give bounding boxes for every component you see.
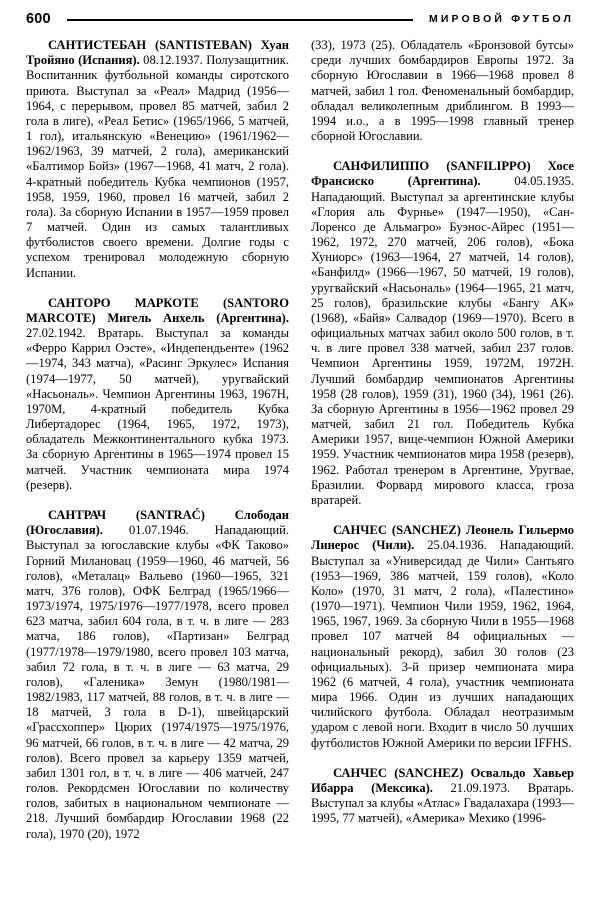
page-number: 600 xyxy=(26,10,51,27)
entry-headword: САНЧЕС (SANCHEZ) Освальдо Хавьер Ибарра (Мексика). xyxy=(311,765,574,795)
entry-headword: САНТИСТЕБАН (SANTISTEBAN) Хуан Тройяно (Испания). xyxy=(26,38,289,68)
entry-headword: САНФИЛИППО (SANFILIPPO) Хосе Франсиско (Аргентина). xyxy=(311,159,574,189)
body-columns xyxy=(26,38,574,894)
entry-body: 04.05.1935. Нападающий. Выступал за аргентинские клубы «Глория аль Фурнье» (1947—1950), «Сан-Лоренсо де Альмагро» Буэнос-Айрес (1951—1962, 1972, 270 матчей, 206 голов), «Бока Хуниорс» (1963—1964, 27 матчей, 14 голов), «Банфилд» (1966—1967, 50 матчей, 19 голов), уругвайский «Насьональ» (1964—1965, 21 матч, 25 голов), бразильские клубы «Бангу АК» (1968), «Байя» Салвадор (1969—1970). Всего в официальных матчах забил около 500 голов, в т. ч. в лиге провел 338 матчей, забил 237 голов. Чемпион Аргентины 1959, 1972М, 1972Н. Лучший бомбардир чемпионатов Аргентины 1958 (28 голов), 1959 (31), 1960 (34), 1961 (26). За сборную Аргентины в 1956—1962 провел 29 матчей, забил 21 гол. Победитель Кубка Америки 1957, вице-чемпион Южной Америки 1959. Участник чемпионатов мира 1958 (резерв), 1962. Работал тренером в Аргентине, Уругвае, Бразилии. Форвард мирового класса, гроза вратарей. xyxy=(311,174,574,507)
entry-body: 27.02.1942. Вратарь. Выступал за команды «Ферро Каррил Оэсте», «Индепендьенте» (1962—1974, 343 матча), «Расинг Эркулес» Испания (1974—1977, 50 матчей), уругвайский «Насьональ». Чемпион Аргентины 1963, 1967Н, 1970М, 4-кратный победитель Кубка Либертадорес (1964, 1965, 1972, 1973), обладатель Межконтинентального кубка 1973. За сборную Аргентины в 1965—1974 провел 15 матчей. Участник чемпионата мира 1974 (резерв). xyxy=(26,326,289,492)
entry-headword: САНТРАЧ (SANTRAĆ) Слободан (Югославия). xyxy=(26,507,289,538)
running-head-title: МИРОВОЙ ФУТБОЛ xyxy=(428,12,574,25)
entry-body: 01.07.1946. Нападающий. Выступал за югославские клубы «ФК Таково» Горний Милановац (1959—1960, 46 матчей, 56 голов), «Металац» Вальево (1960—1965, 321 матч, 376 голов), ОФК Белград (1965/1966—1973/1974, 1975/1976—1977/1978, всего провел 623 матча, забил 604 гола, в т. ч. в лиге — 283 матча, 186 голов), «Партизан» Белград (1977/1978—1979/1980, всего провел 103 матча, забил 72 гола, в т. ч. в лиге — 63 матча, 29 голов), «Галеника» Земун (1980/1981—1982/1983, 117 матчей, 88 голов, в т. ч. в лиге — 18 матчей, 3 гола в D-1), швейцарский «Грассхоппер» Цюрих (1974/1975—1975/1976, 96 матчей, 66 голов, в т. ч. в лиге — 42 матча, 29 голов). Всего провел за карьеру 1359 матчей, забил 1301 гол, в т. ч. в лиге — 406 матчей, 247 голов. Рекордсмен Югославии по количеству голов, забитых в национальном чемпионате — 218. Лучший бомбардир Югославии 1968 (22 гола), 1970 (20), 1972 xyxy=(26,523,289,841)
running-head xyxy=(26,8,574,30)
entry-santisteban xyxy=(26,38,289,281)
entry-body: 25.04.1936. Нападающий. Выступал за «Универсидад де Чили» Сантьяго (1953—1969, 386 матчей, 159 голов), «Коло Коло» (1970, 31 матч, 2 гола), «Палестино» (1970—1971). Чемпион Чили 1959, 1962, 1964, 1965, 1967, 1969. За сборную Чили в 1955—1968 провел 107 матчей 84 официальных — национальный рекорд), забил 30 голов (23 официальных). 3-й призер чемпионата мира 1962 (6 матчей, 4 гола), участник чемпионата мира 1966. Один из лучших нападающих чилийского футбола. Обладал неотразимым ударом с левой ноги. Входит в число 50 лучших футболистов Южной Америки по версии IFFHS. xyxy=(311,538,574,750)
entry-body: 21.09.1973. Вратарь. Выступал за клубы «Атлас» Гвадалахара (1993—1995, 77 матчей), «Америка» Мехико (1996- xyxy=(311,780,574,826)
entry-santrac xyxy=(26,508,289,842)
entry-sanchez-osvaldo xyxy=(311,766,574,827)
entry-santrac-continued xyxy=(311,38,574,144)
entry-body: (33), 1973 (25). Обладатель «Бронзовой бутсы» среди лучших бомбардиров Европы 1972. За сборную Югославии в 1966—1968 провел 8 матчей, забил 1 гол. Феноменальный бомбардир, обладал великолепным дриблингом. В 1993—1994 и.о., а в 1995—1998 главный тренер сборной Югославии. xyxy=(311,38,574,144)
entry-body: 08.12.1937. Полузащитник. Воспитанник футбольной команды сиротского приюта. Выступал за «Реал» Мадрид (1956—1964, с перерывом, провел 85 матчей, забил 2 гола в лиге), «Реал Бетис» (1965/1966, 5 матчей, 1 гол), итальянскую «Венецию» (1961/1962—1962/1963, 39 матчей, 2 гола), американский «Балтимор Бойз» (1967—1968, 41 матч, 2 гола). 4-кратный победитель Кубка чемпионов (1957, 1958, 1959, 1960, провел 16 матчей, забил 2 гола). За сборную Испании в 1957—1959 провел 7 матчей. Один из самых талантливых футболистов своего времени. Долгие годы с успехом тренировал молодежную сборную Испании. xyxy=(26,53,289,280)
entry-sanfilippo xyxy=(311,159,574,508)
entry-headword: САНЧЕС (SANCHEZ) Леонель Гильермо Линерос (Чили). xyxy=(311,523,574,553)
left-column xyxy=(26,38,289,894)
right-column xyxy=(311,38,574,894)
header-rule xyxy=(67,19,413,21)
entry-sanchez-leonel xyxy=(311,523,574,751)
entry-headword: САНТОРО МАРКОТЕ (SANTORO MARCOTE) Мигель Анхель (Аргентина). xyxy=(26,295,289,325)
entry-santoro-markote xyxy=(26,296,289,493)
